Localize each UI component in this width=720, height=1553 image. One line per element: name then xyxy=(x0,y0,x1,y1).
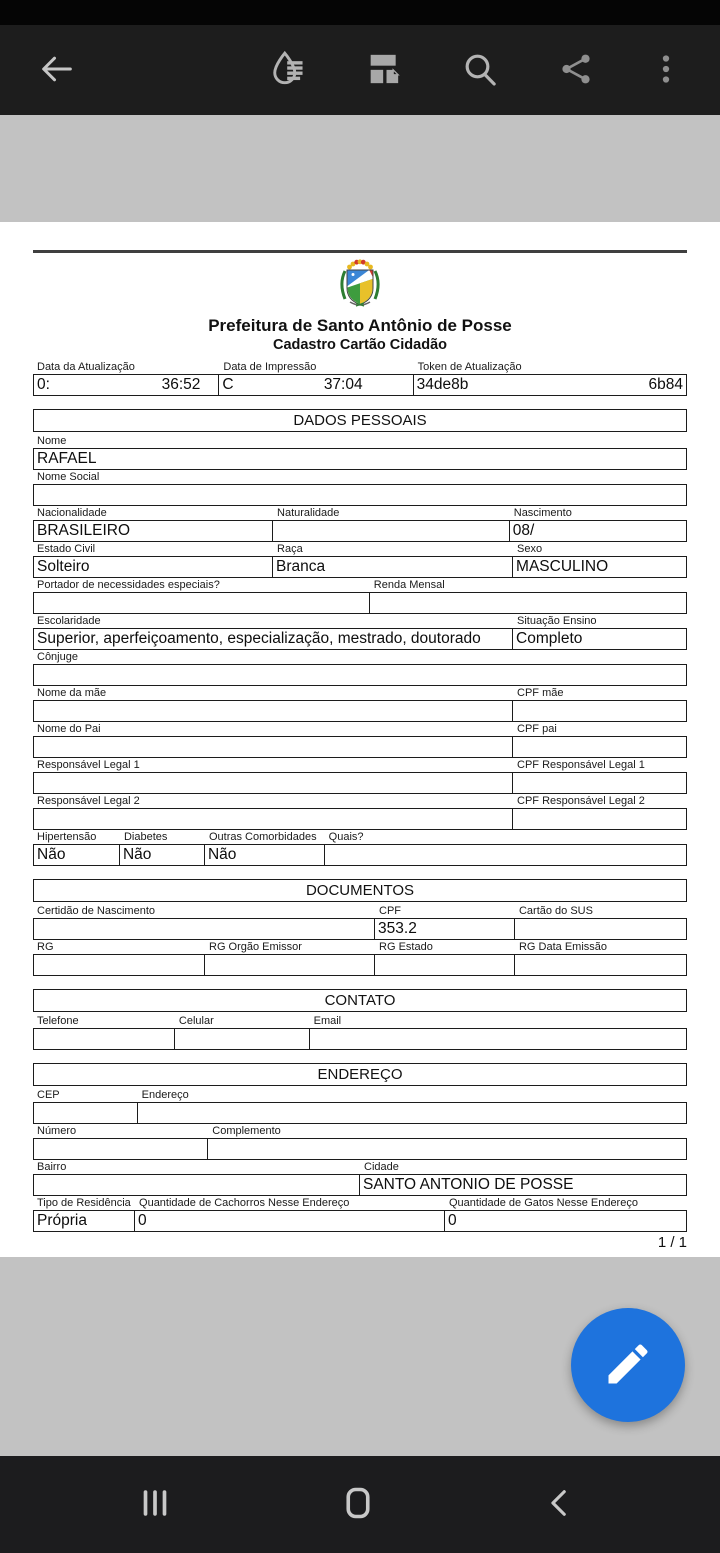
field-label: Responsável Legal 2 xyxy=(37,795,140,807)
field-value xyxy=(512,700,687,722)
form-field xyxy=(33,1089,138,1124)
form-row xyxy=(33,471,687,506)
more-options-button[interactable] xyxy=(642,46,690,94)
form-field xyxy=(513,687,687,722)
form-row xyxy=(33,579,687,614)
section-header: DADOS PESSOAIS xyxy=(33,409,687,432)
city-coat-of-arms xyxy=(33,259,687,314)
form-fields xyxy=(33,361,687,1232)
form-row xyxy=(33,723,687,758)
form-field xyxy=(33,905,375,940)
document-subtitle: Cadastro Cartão Cidadão xyxy=(272,337,448,353)
form-field xyxy=(510,507,687,542)
field-label: Quais? xyxy=(328,831,364,843)
field-value xyxy=(374,954,515,976)
field-label: Estado Civil xyxy=(37,543,96,555)
form-row xyxy=(33,1089,687,1124)
field-value: Superior, aperfeiçoamento, especialização, mestrado, doutorado xyxy=(33,628,513,650)
form-field xyxy=(513,795,687,830)
form-field xyxy=(33,831,120,866)
nav-back-button[interactable] xyxy=(528,1473,592,1537)
field-label: Sexo xyxy=(517,543,543,555)
page-layout-icon xyxy=(364,49,404,92)
field-label: Data de Impressão xyxy=(223,361,317,373)
field-value xyxy=(33,772,513,794)
form-field xyxy=(33,1015,175,1050)
field-value: 353.2 xyxy=(374,918,515,940)
form-field xyxy=(33,723,513,758)
form-row xyxy=(33,1015,687,1050)
field-value: RAFAEL xyxy=(33,448,687,470)
section-header: ENDEREÇO xyxy=(33,1063,687,1086)
home-icon xyxy=(340,1485,376,1524)
form-field xyxy=(33,1197,135,1232)
field-label: Nome da mãe xyxy=(37,687,107,699)
form-field xyxy=(375,905,515,940)
recents-icon xyxy=(138,1486,172,1523)
field-label: RG xyxy=(37,941,54,953)
form-field xyxy=(33,361,219,396)
field-label: Nome Social xyxy=(37,471,100,483)
field-label: Diabetes xyxy=(123,831,168,843)
form-field xyxy=(513,723,687,758)
field-label: RG Data Emissão xyxy=(518,941,608,953)
field-value xyxy=(33,1174,360,1196)
form-field xyxy=(208,1125,687,1160)
ink-droplet-icon xyxy=(267,48,309,93)
field-value xyxy=(33,918,375,940)
field-label: Complemento xyxy=(212,1125,281,1137)
field-label: CPF xyxy=(379,905,402,917)
field-label: Nascimento xyxy=(513,507,572,519)
form-field xyxy=(515,905,687,940)
field-value xyxy=(33,484,687,506)
form-field xyxy=(370,579,687,614)
form-field xyxy=(135,1197,445,1232)
field-label: Portador de necessidades especiais? xyxy=(37,579,220,591)
form-field xyxy=(205,941,375,976)
field-label: Certidão de Nascimento xyxy=(37,905,156,917)
section-header: DOCUMENTOS xyxy=(33,879,687,902)
field-value: Própria xyxy=(33,1210,135,1232)
field-value: Branca xyxy=(272,556,513,578)
form-field xyxy=(33,651,687,686)
back-arrow-icon xyxy=(37,49,77,92)
recents-button[interactable] xyxy=(123,1473,187,1537)
more-options-icon xyxy=(648,51,684,90)
form-field xyxy=(513,615,687,650)
form-row xyxy=(33,615,687,650)
form-field xyxy=(219,361,413,396)
field-value: MASCULINO xyxy=(512,556,687,578)
form-field xyxy=(33,543,273,578)
form-field xyxy=(33,435,687,470)
field-value: Não xyxy=(33,844,120,866)
field-value xyxy=(512,808,687,830)
field-value xyxy=(512,772,687,794)
android-navigation-bar xyxy=(0,1456,720,1553)
field-value xyxy=(33,808,513,830)
field-label: Número xyxy=(37,1125,77,1137)
field-value xyxy=(33,664,687,686)
form-field xyxy=(445,1197,687,1232)
field-value: Completo xyxy=(512,628,687,650)
field-value: SANTO ANTONIO DE POSSE xyxy=(359,1174,687,1196)
form-row xyxy=(33,435,687,470)
field-label: RG Orgão Emissor xyxy=(209,941,302,953)
form-field xyxy=(273,507,510,542)
field-label: Outras Comorbidades xyxy=(208,831,317,843)
form-field xyxy=(33,579,370,614)
field-label: Email xyxy=(313,1015,342,1027)
field-label: Escolaridade xyxy=(37,615,101,627)
home-button[interactable] xyxy=(326,1473,390,1537)
field-label: Bairro xyxy=(37,1161,67,1173)
form-field xyxy=(120,831,205,866)
form-field xyxy=(515,941,687,976)
field-label: CPF mãe xyxy=(517,687,564,699)
field-label: CEP xyxy=(37,1089,60,1101)
field-value xyxy=(514,918,687,940)
field-label: Token de Atualização xyxy=(417,361,522,373)
field-label: Situação Ensino xyxy=(517,615,597,627)
form-field xyxy=(513,543,687,578)
back-button[interactable] xyxy=(33,46,81,94)
form-field xyxy=(33,795,513,830)
annotation-settings-button[interactable] xyxy=(264,46,312,94)
page-indicator: 1 / 1 xyxy=(657,1234,687,1251)
form-row xyxy=(33,1161,687,1196)
form-field xyxy=(33,471,687,506)
form-field xyxy=(175,1015,310,1050)
field-label: Quantidade de Cachorros Nesse Endereço xyxy=(139,1197,350,1209)
form-row xyxy=(33,759,687,794)
share-icon xyxy=(557,50,595,91)
header-rule xyxy=(33,250,687,253)
field-label: Telefone xyxy=(37,1015,79,1027)
field-label: Raça xyxy=(277,543,303,555)
form-row xyxy=(33,905,687,940)
pdf-page xyxy=(0,222,720,1257)
field-label: Cidade xyxy=(364,1161,399,1173)
field-label: Nome xyxy=(37,435,67,447)
field-value: BRASILEIRO xyxy=(33,520,273,542)
search-button[interactable] xyxy=(456,46,504,94)
form-field xyxy=(138,1089,687,1124)
form-field xyxy=(33,507,273,542)
form-field xyxy=(33,1125,208,1160)
field-label: Cartão do SUS xyxy=(518,905,593,917)
share-button[interactable] xyxy=(552,46,600,94)
field-value: 0 xyxy=(444,1210,687,1232)
field-value xyxy=(514,954,687,976)
form-field xyxy=(414,361,687,396)
field-value xyxy=(137,1102,687,1124)
section-header: CONTATO xyxy=(33,989,687,1012)
field-label: Quantidade de Gatos Nesse Endereço xyxy=(449,1197,638,1209)
search-icon xyxy=(460,49,500,92)
form-field xyxy=(33,615,513,650)
field-label: Hipertensão xyxy=(37,831,97,843)
document-title: Prefeitura de Santo Antônio de Posse xyxy=(208,316,512,335)
field-label: Tipo de Residência xyxy=(37,1197,131,1209)
form-row xyxy=(33,361,687,396)
field-label: Nacionalidade xyxy=(37,507,107,519)
field-label: Naturalidade xyxy=(277,507,340,519)
field-label: CPF Responsável Legal 2 xyxy=(517,795,645,807)
pencil-icon xyxy=(602,1338,654,1393)
field-value xyxy=(512,736,687,758)
field-value xyxy=(33,1028,175,1050)
form-field xyxy=(33,759,513,794)
field-value xyxy=(174,1028,310,1050)
field-value xyxy=(309,1028,687,1050)
field-value: C 37:04 xyxy=(218,374,413,396)
form-row xyxy=(33,1125,687,1160)
field-label: Nome do Pai xyxy=(37,723,101,735)
form-field xyxy=(205,831,325,866)
field-value xyxy=(33,736,513,758)
field-label: Celular xyxy=(178,1015,214,1027)
field-label: Data da Atualização xyxy=(37,361,135,373)
form-row xyxy=(33,795,687,830)
form-field xyxy=(33,687,513,722)
chevron-left-icon xyxy=(543,1486,577,1523)
field-label: CPF Responsável Legal 1 xyxy=(517,759,645,771)
field-value xyxy=(33,1138,208,1160)
field-label: Cônjuge xyxy=(37,651,78,663)
field-value: 0 xyxy=(134,1210,445,1232)
form-field xyxy=(33,1161,360,1196)
field-value xyxy=(324,844,687,866)
field-value xyxy=(33,1102,138,1124)
field-value xyxy=(207,1138,687,1160)
status-bar xyxy=(0,0,720,25)
form-field xyxy=(513,759,687,794)
field-value: 0: 36:52 xyxy=(33,374,219,396)
field-value: Solteiro xyxy=(33,556,273,578)
field-label: Endereço xyxy=(141,1089,189,1101)
field-label: RG Estado xyxy=(379,941,433,953)
field-value xyxy=(33,592,370,614)
field-value: Não xyxy=(204,844,325,866)
field-value xyxy=(204,954,375,976)
form-row xyxy=(33,543,687,578)
form-field xyxy=(33,941,205,976)
form-field xyxy=(325,831,687,866)
field-label: CPF pai xyxy=(517,723,557,735)
field-value: 34de8b 6b84 xyxy=(413,374,687,396)
form-row xyxy=(33,651,687,686)
form-row xyxy=(33,941,687,976)
form-field xyxy=(273,543,513,578)
form-row xyxy=(33,507,687,542)
form-row xyxy=(33,1197,687,1232)
field-value: Não xyxy=(119,844,205,866)
pdf-viewer-toolbar xyxy=(0,25,720,115)
form-row xyxy=(33,831,687,866)
form-field xyxy=(310,1015,687,1050)
edit-fab[interactable] xyxy=(571,1308,685,1422)
field-value xyxy=(33,700,513,722)
field-label: Renda Mensal xyxy=(373,579,445,591)
field-value xyxy=(33,954,205,976)
field-value xyxy=(369,592,687,614)
field-value xyxy=(272,520,510,542)
form-field xyxy=(360,1161,687,1196)
form-row xyxy=(33,687,687,722)
field-value: 08/ xyxy=(509,520,687,542)
field-label: Responsável Legal 1 xyxy=(37,759,140,771)
page-layout-button[interactable] xyxy=(360,46,408,94)
form-field xyxy=(375,941,515,976)
